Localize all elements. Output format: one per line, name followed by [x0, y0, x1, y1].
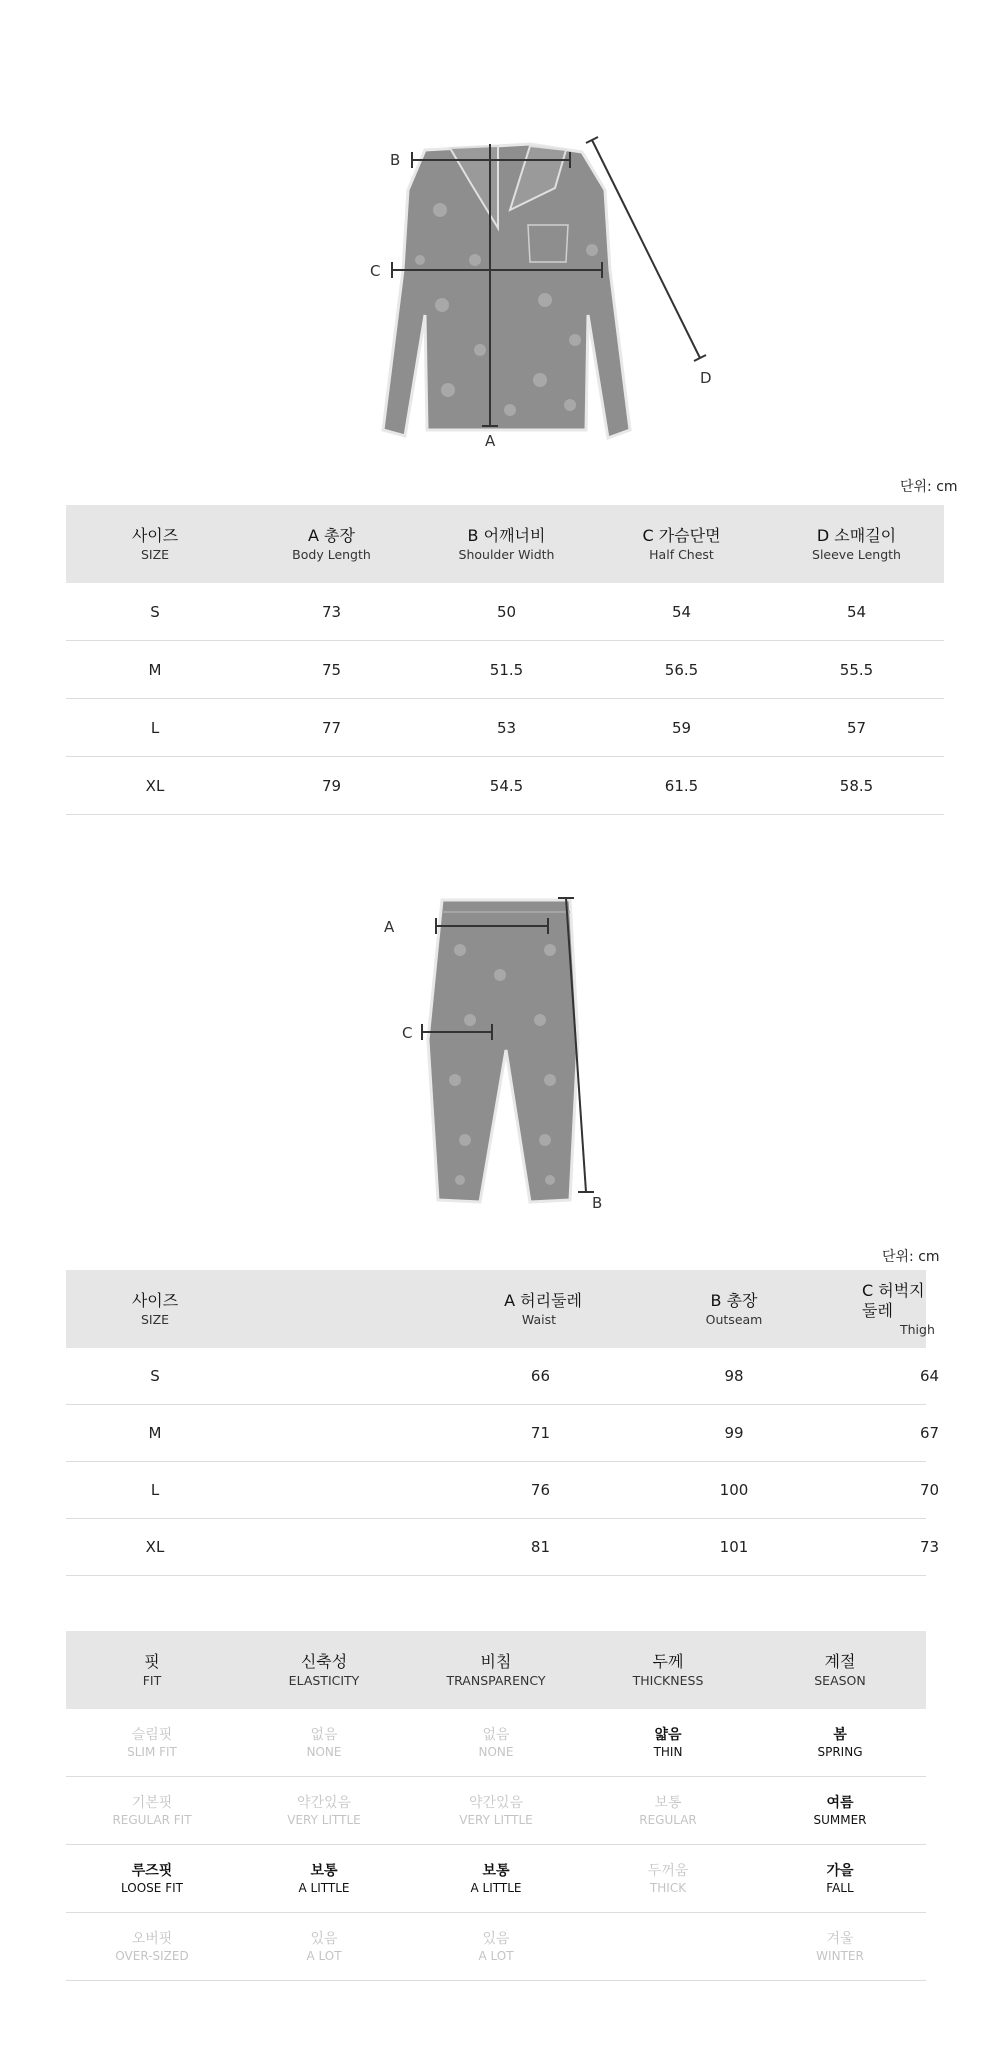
header-size: 사이즈 SIZE	[66, 505, 244, 583]
option-label-ko: 있음	[310, 1930, 338, 1947]
selected-option-cell	[582, 1709, 754, 1777]
option-label-en: A LITTLE	[470, 1880, 522, 1895]
option-cell	[582, 1913, 754, 1981]
table-row	[66, 1845, 926, 1913]
selected-option-cell	[410, 1845, 582, 1913]
option-label-en: A LITTLE	[298, 1880, 350, 1895]
label-c: C	[370, 262, 381, 280]
option-cell	[66, 1913, 238, 1981]
option-label-en: FALL	[826, 1880, 854, 1895]
selected-option-cell	[66, 1845, 238, 1913]
header-season: 계절 SEASON	[754, 1631, 926, 1709]
table-row: L 76 100 70	[66, 1462, 926, 1519]
table-row: S 66 98 64	[66, 1348, 926, 1405]
option-cell	[582, 1777, 754, 1845]
table-row	[66, 1777, 926, 1845]
option-label-ko: 기본핏	[131, 1794, 173, 1811]
option-label-en: THICK	[649, 1880, 687, 1895]
option-cell	[238, 1913, 410, 1981]
option-label-en: VERY LITTLE	[287, 1812, 361, 1827]
table-header-row	[66, 1270, 926, 1348]
option-label-ko: 오버핏	[131, 1930, 173, 1947]
option-label-en: REGULAR	[639, 1812, 697, 1827]
table-row: XL 81 101 73	[66, 1519, 926, 1576]
table-row	[66, 1709, 926, 1777]
header-waist: A 허리둘레 Waist	[244, 1270, 610, 1348]
label-a: A	[384, 918, 395, 936]
label-b: B	[592, 1194, 603, 1212]
table-row: M 71 99 67	[66, 1405, 926, 1462]
option-label-en: NONE	[478, 1744, 514, 1759]
selected-option-cell	[754, 1709, 926, 1777]
option-label-ko: 없음	[310, 1726, 338, 1743]
option-label-en: A LOT	[306, 1948, 342, 1963]
label-c: C	[402, 1024, 413, 1042]
header-size: 사이즈 SIZE	[66, 1270, 244, 1348]
option-label-en: A LOT	[478, 1948, 514, 1963]
option-cell	[66, 1709, 238, 1777]
option-label-en: SLIM FIT	[127, 1744, 177, 1759]
selected-option-cell	[754, 1777, 926, 1845]
header-fit: 핏 FIT	[66, 1631, 238, 1709]
option-label-en: OVER-SIZED	[115, 1948, 189, 1963]
option-cell	[410, 1709, 582, 1777]
shirt-illustration	[330, 130, 750, 460]
table-row	[66, 1913, 926, 1981]
option-label-ko: 보통	[654, 1794, 682, 1811]
header-outseam: B 총장 Outseam	[610, 1270, 858, 1348]
option-cell	[754, 1913, 926, 1981]
label-b: B	[390, 151, 401, 169]
option-label-ko: 슬림핏	[131, 1726, 173, 1743]
pants-illustration	[380, 890, 630, 1220]
option-label-en: NONE	[306, 1744, 342, 1759]
option-cell	[238, 1777, 410, 1845]
option-label-ko: 겨울	[826, 1930, 854, 1947]
option-label-en: SPRING	[817, 1744, 863, 1759]
table-header-row	[66, 1631, 926, 1709]
option-cell	[410, 1777, 582, 1845]
table-row: M 75 51.5 56.5 55.5	[66, 641, 944, 699]
option-label-ko: 약간있음	[468, 1794, 524, 1811]
option-label-ko: 약간있음	[296, 1794, 352, 1811]
option-label-ko: 루즈핏	[131, 1862, 173, 1879]
table-row: S 73 50 54 54	[66, 583, 944, 641]
option-label-ko: 봄	[833, 1726, 847, 1743]
option-label-en: REGULAR FIT	[112, 1812, 192, 1827]
table-row: XL 79 54.5 61.5 58.5	[66, 757, 944, 815]
header-transparency: 비침 TRANSPARENCY	[410, 1631, 582, 1709]
header-body-length: A 총장 Body Length	[244, 505, 419, 583]
unit-label-bottom: 단위: cm	[882, 1249, 940, 1265]
header-sleeve-length: D 소매길이 Sleeve Length	[769, 505, 944, 583]
header-half-chest: C 가슴단면 Half Chest	[594, 505, 769, 583]
option-label-ko: 얇음	[654, 1726, 682, 1743]
header-thigh: C 허벅지둘레 Thigh	[858, 1270, 926, 1348]
shirt-shape	[383, 144, 630, 438]
option-label-ko: 두꺼움	[647, 1862, 689, 1879]
unit-label-top: 단위: cm	[900, 479, 958, 495]
option-cell	[238, 1709, 410, 1777]
table-row: L 77 53 59 57	[66, 699, 944, 757]
table-header-row	[66, 505, 944, 583]
option-label-en: SUMMER	[813, 1812, 867, 1827]
header-thickness: 두께 THICKNESS	[582, 1631, 754, 1709]
selected-option-cell	[754, 1845, 926, 1913]
header-elasticity: 신축성 ELASTICITY	[238, 1631, 410, 1709]
fit-properties-table	[66, 1631, 926, 1981]
option-label-ko: 보통	[482, 1862, 510, 1879]
option-cell	[582, 1845, 754, 1913]
header-shoulder-width: B 어깨너비 Shoulder Width	[419, 505, 594, 583]
option-label-ko: 보통	[310, 1862, 338, 1879]
pants-shape	[428, 900, 578, 1202]
option-cell	[410, 1913, 582, 1981]
option-label-ko: 가을	[826, 1862, 854, 1879]
option-label-ko: 있음	[482, 1930, 510, 1947]
label-a: A	[485, 432, 496, 450]
option-label-en: THIN	[653, 1744, 683, 1759]
top-size-table	[66, 505, 944, 815]
option-cell	[66, 1777, 238, 1845]
option-label-en: VERY LITTLE	[459, 1812, 533, 1827]
option-label-en: WINTER	[816, 1948, 864, 1963]
option-label-ko: 여름	[826, 1794, 854, 1811]
option-label-en: LOOSE FIT	[121, 1880, 183, 1895]
selected-option-cell	[238, 1845, 410, 1913]
label-d: D	[700, 369, 712, 387]
bottom-size-table	[66, 1270, 940, 1576]
option-label-ko: 없음	[482, 1726, 510, 1743]
